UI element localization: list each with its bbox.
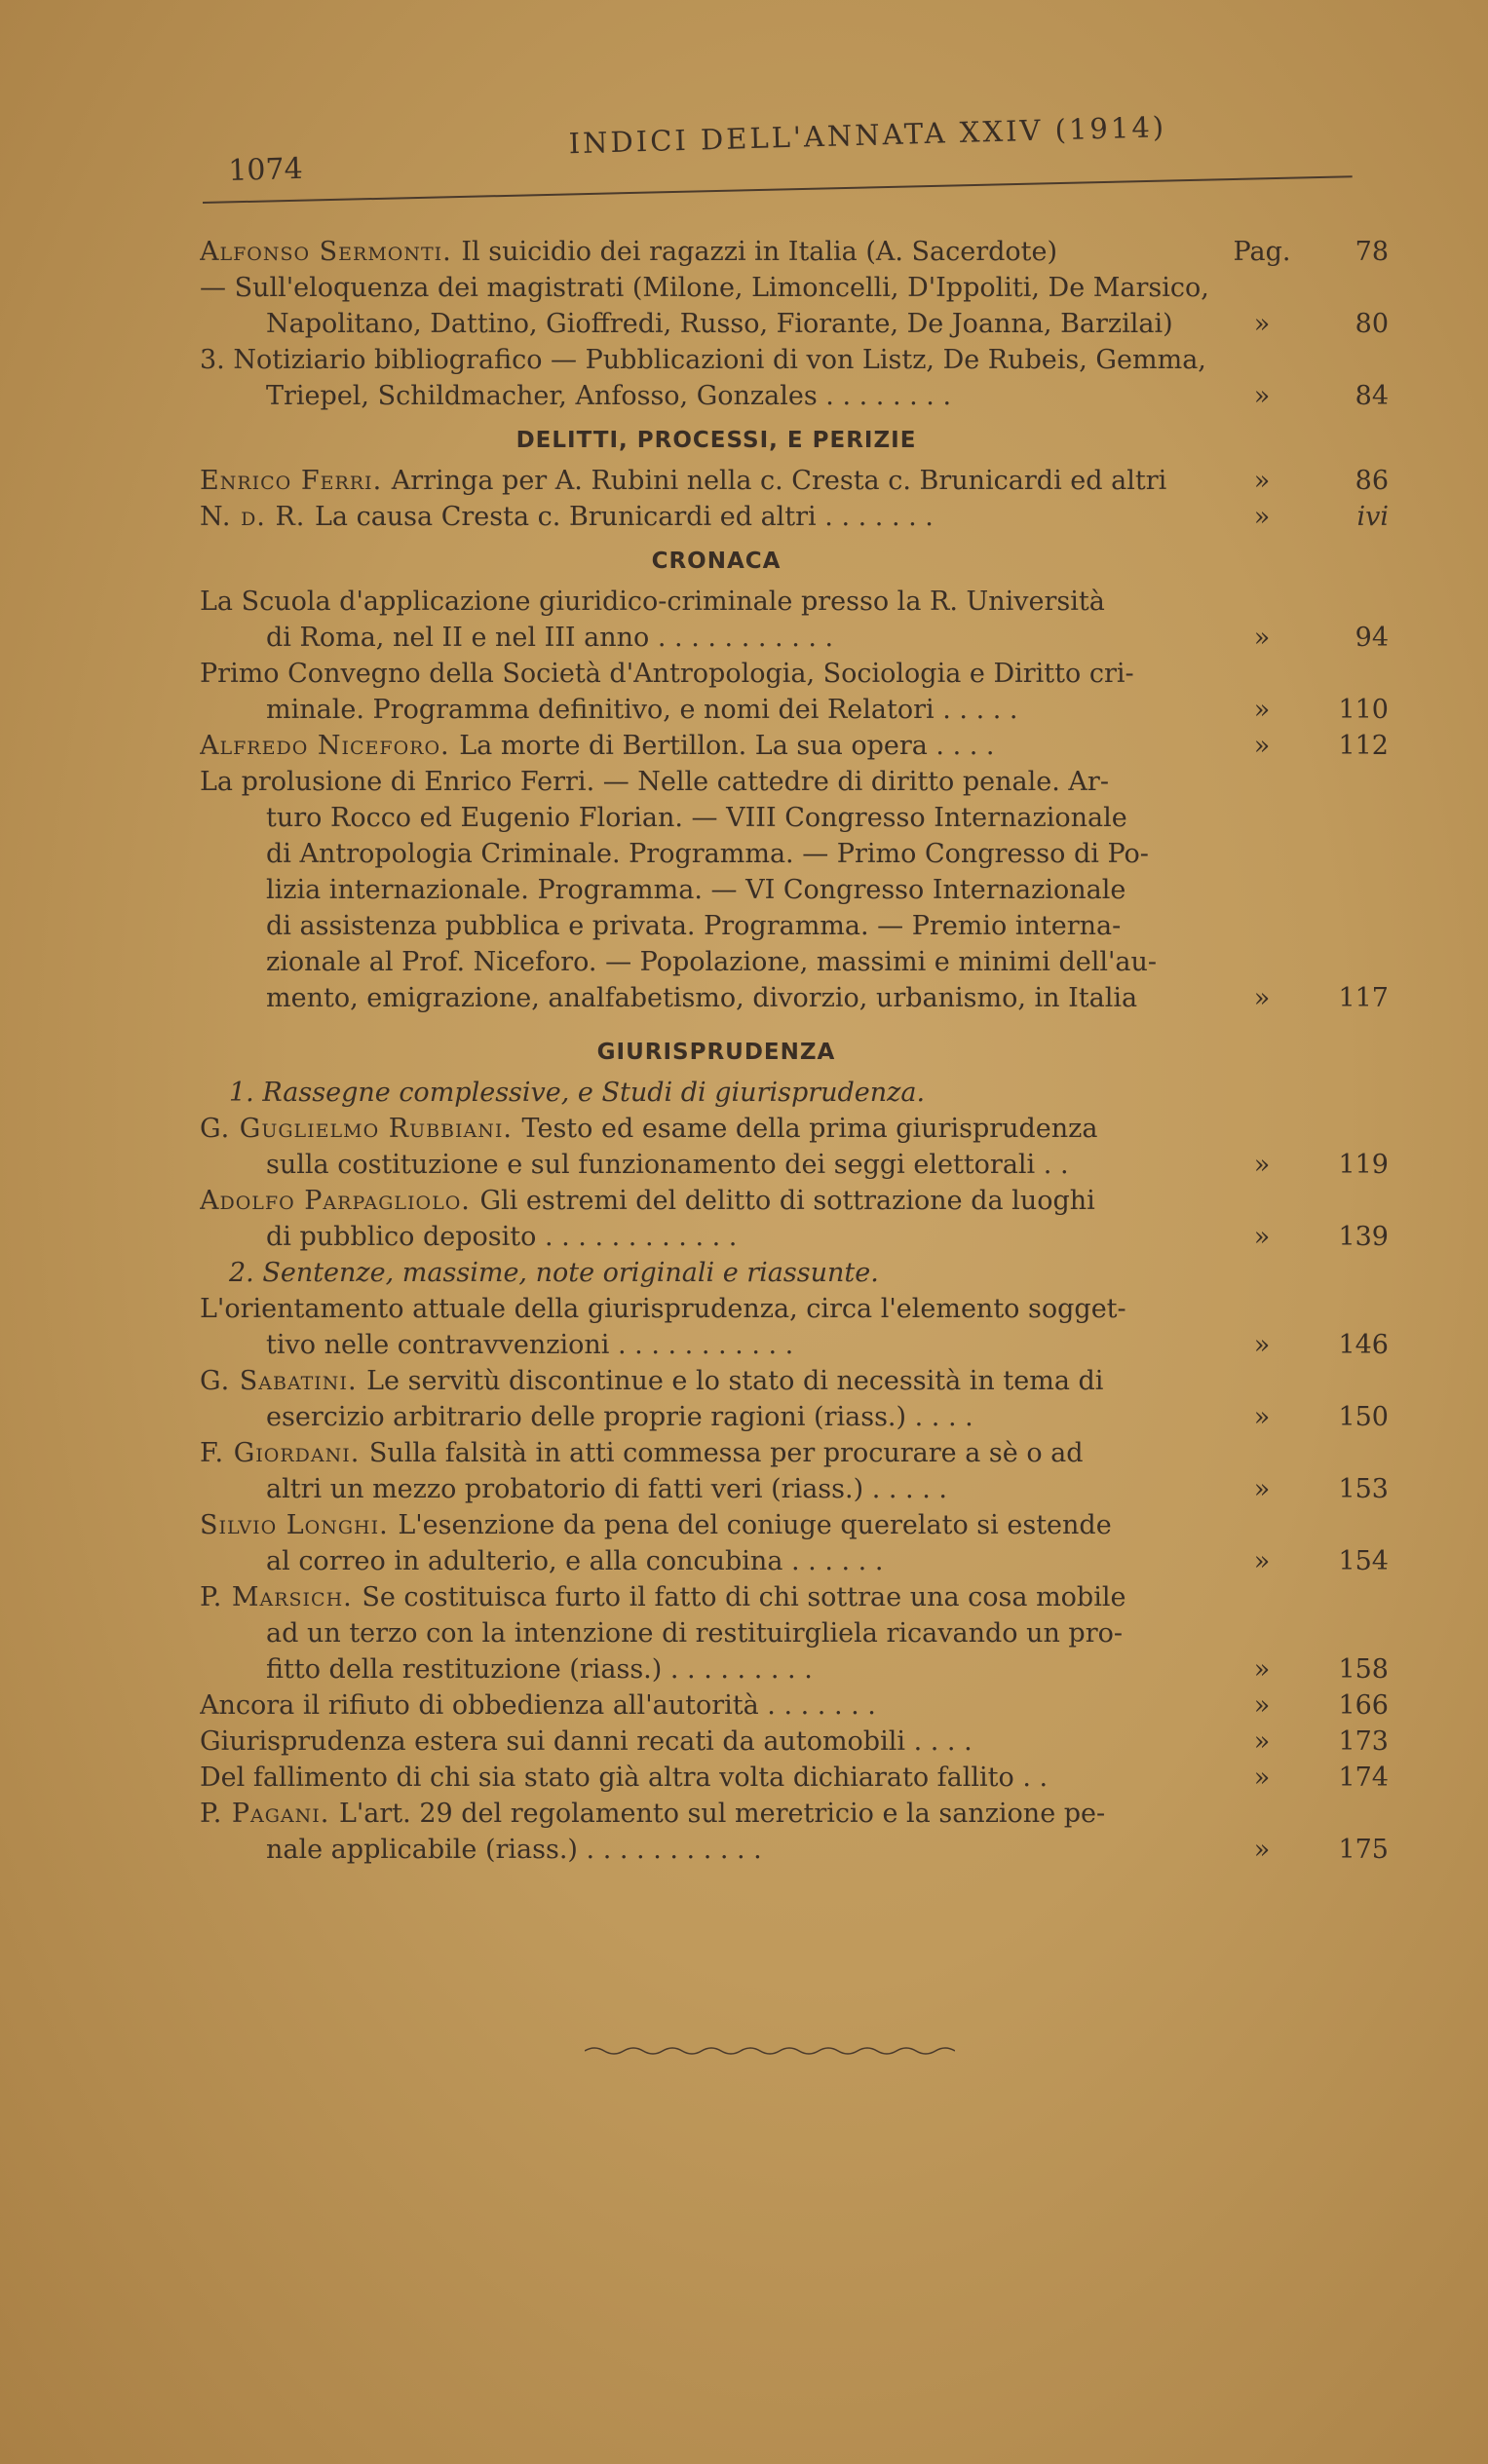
entries-giurisprudenza-1	[200, 1111, 1389, 1255]
entry-author: G. Sabatini.	[200, 1366, 367, 1396]
entry-line	[200, 1832, 1223, 1868]
index-content	[200, 234, 1389, 1868]
entry-title-text: esercizio arbitrario delle proprie ragioni (riass.) . . . .	[266, 1402, 973, 1432]
entry-author: F. Giordani.	[200, 1438, 369, 1468]
ditto-mark: »	[1253, 1330, 1271, 1360]
index-entry	[200, 764, 1389, 1016]
entry-title-text: turo Rocco ed Eugenio Florian. — VIII Congresso Internazionale	[266, 803, 1127, 833]
ditto-mark: »	[1253, 1474, 1271, 1504]
index-entry	[200, 342, 1389, 414]
entry-line	[200, 980, 1223, 1016]
entry-title-text: Primo Convegno della Società d'Antropologia, Sociologia e Diritto cri-	[200, 659, 1134, 689]
entry-line	[200, 1687, 1223, 1724]
ditto-mark: »	[1253, 695, 1271, 725]
entry-title-text: al correo in adulterio, e alla concubina . . . . . .	[266, 1546, 884, 1576]
ditto-mark: »	[1253, 1726, 1271, 1757]
entry-line	[200, 306, 1223, 342]
entry-page-ref	[1233, 620, 1389, 656]
entry-title-text: sulla costituzione e sul funzionamento dei seggi elettorali . .	[266, 1150, 1069, 1180]
page-number-ref: 146	[1338, 1330, 1389, 1360]
page-number-ref: 84	[1354, 381, 1389, 411]
entry-page-ref	[1233, 1471, 1389, 1507]
ditto-mark: »	[1253, 466, 1271, 496]
entry-title-text: Gli estremi del delitto di sottrazione da luoghi	[479, 1186, 1095, 1216]
page-number-ref: ivi	[1356, 502, 1389, 532]
entry-line	[200, 499, 1223, 535]
entry-page-ref	[1233, 728, 1389, 764]
entry-title-text: L'art. 29 del regolamento sul meretricio e la sanzione pe-	[338, 1799, 1106, 1829]
index-entry	[200, 270, 1389, 342]
entry-line	[200, 1615, 1223, 1651]
running-title: INDICI DELL'ANNATA XXIV (1914)	[568, 110, 1167, 161]
entry-title-text: Napolitano, Dattino, Gioffredi, Russo, Fiorante, De Joanna, Barzilai)	[266, 309, 1173, 339]
entry-title-text: Del fallimento di chi sia stato già altra volta dichiarato fallito . .	[200, 1763, 1049, 1793]
entry-title-text: Ancora il rifiuto di obbedienza all'autorità . . . . . . .	[200, 1690, 876, 1721]
page-number-ref: 139	[1338, 1222, 1389, 1252]
entry-title-text: fitto della restituzione (riass.) . . . . . . . . .	[266, 1654, 813, 1685]
entry-title-text: lizia internazionale. Programma. — VI Congresso Internazionale	[266, 875, 1126, 905]
entry-title-text: 3. Notiziario bibliografico — Pubblicazioni di von Listz, De Rubeis, Gemma,	[200, 345, 1206, 375]
entry-page-ref	[1233, 306, 1389, 342]
entries-giurisprudenza-2	[200, 1291, 1389, 1868]
entry-title-text: nale applicabile (riass.) . . . . . . . . . . .	[266, 1835, 762, 1865]
entries-delitti	[200, 463, 1389, 535]
entry-page-ref	[1233, 1543, 1389, 1579]
entry-title-text: altri un mezzo probatorio di fatti veri (riass.) . . . . .	[266, 1474, 947, 1504]
entry-line	[200, 1183, 1223, 1219]
entry-line	[200, 872, 1223, 908]
entry-line	[200, 620, 1223, 656]
entry-title-text: L'esenzione da pena del coniuge querelato si estende	[398, 1510, 1112, 1540]
entry-author: Enrico Ferri.	[200, 466, 392, 496]
entry-title-text: mento, emigrazione, analfabetismo, divorzio, urbanismo, in Italia	[266, 983, 1138, 1013]
entry-author: P. Marsich.	[200, 1582, 362, 1612]
entry-author: Silvio Longhi.	[200, 1510, 399, 1540]
index-entry	[200, 1579, 1389, 1687]
index-entry	[200, 1363, 1389, 1435]
entry-title-text: tivo nelle contravvenzioni . . . . . . . . . . .	[266, 1330, 794, 1360]
entry-title-text: Se costituisca furto il fatto di chi sottrae una cosa mobile	[362, 1582, 1126, 1612]
entry-line	[200, 378, 1223, 414]
entry-line	[200, 1471, 1223, 1507]
section-heading-delitti: DELITTI, PROCESSI, E PERIZIE	[515, 428, 917, 453]
entry-line	[200, 1291, 1223, 1327]
entry-line	[200, 234, 1223, 270]
entry-line	[200, 1147, 1223, 1183]
ditto-mark: »	[1253, 731, 1271, 761]
entry-line	[200, 728, 1223, 764]
entries-top	[200, 234, 1389, 414]
entry-page-ref	[1233, 1219, 1389, 1255]
entry-title-text: — Sull'eloquenza dei magistrati (Milone, Limoncelli, D'Ippoliti, De Marsico,	[200, 273, 1209, 303]
entry-line	[200, 1219, 1223, 1255]
ditto-mark: Pag.	[1233, 237, 1291, 267]
entry-line	[200, 656, 1223, 692]
entry-line	[200, 764, 1223, 800]
section-heading-cronaca: CRONACA	[651, 549, 782, 574]
entry-title-text: di Antropologia Criminale. Programma. — Primo Congresso di Po-	[266, 839, 1149, 869]
entries-cronaca	[200, 584, 1389, 1016]
page-number-ref: 119	[1338, 1150, 1389, 1180]
index-entry	[200, 728, 1389, 764]
index-entry	[200, 584, 1389, 656]
index-entry	[200, 1291, 1389, 1363]
index-entry	[200, 1435, 1389, 1507]
ditto-mark: »	[1253, 1835, 1271, 1865]
entry-title-text: di assistenza pubblica e privata. Programma. — Premio interna-	[266, 911, 1122, 941]
page-number-ref: 150	[1338, 1402, 1389, 1432]
index-entry	[200, 1183, 1389, 1255]
page-number-ref: 173	[1338, 1726, 1389, 1757]
page-number-ref: 78	[1354, 237, 1389, 267]
entry-author: Adolfo Parpagliolo.	[200, 1186, 480, 1216]
subsection-heading-1: 1. Rassegne complessive, e Studi di giurisprudenza.	[229, 1078, 926, 1108]
entry-author: Alfonso Sermonti.	[200, 237, 462, 267]
entry-page-ref	[1233, 1651, 1389, 1687]
index-entry	[200, 1507, 1389, 1579]
entry-title-text: Il suicidio dei ragazzi in Italia (A. Sacerdote)	[461, 237, 1058, 267]
entry-title-text: Giurisprudenza estera sui danni recati da automobili . . . .	[200, 1726, 973, 1757]
entry-title-text: La causa Cresta c. Brunicardi ed altri . . . . . . .	[314, 502, 934, 532]
index-entry	[200, 1796, 1389, 1868]
entry-page-ref	[1233, 1687, 1389, 1724]
entry-author: P. Pagani.	[200, 1799, 339, 1829]
entry-line	[200, 584, 1223, 620]
index-entry	[200, 1760, 1389, 1796]
index-entry	[200, 499, 1389, 535]
ditto-mark: »	[1253, 1402, 1271, 1432]
ditto-mark: »	[1253, 309, 1271, 339]
page-number-ref: 153	[1338, 1474, 1389, 1504]
entry-line	[200, 1327, 1223, 1363]
page-number-ref: 154	[1338, 1546, 1389, 1576]
index-entry	[200, 656, 1389, 728]
index-entry	[200, 1111, 1389, 1183]
page-number: 1074	[227, 151, 304, 189]
entry-line	[200, 463, 1223, 499]
ditto-mark: »	[1253, 1654, 1271, 1685]
entry-title-text: zionale al Prof. Niceforo. — Popolazione, massimi e minimi dell'au-	[266, 947, 1158, 977]
entry-title-text: di Roma, nel II e nel III anno . . . . . . . . . . .	[266, 623, 834, 653]
entry-page-ref	[1233, 1760, 1389, 1796]
entry-line	[200, 1724, 1223, 1760]
ditto-mark: »	[1253, 1546, 1271, 1576]
entry-line	[200, 800, 1223, 836]
entry-title-text: L'orientamento attuale della giurisprudenza, circa l'elemento sogget-	[200, 1294, 1126, 1324]
entry-line	[200, 1579, 1223, 1615]
entry-page-ref	[1233, 499, 1389, 535]
page-number-ref: 86	[1354, 466, 1389, 496]
page-number-ref: 117	[1338, 983, 1389, 1013]
entry-line	[200, 944, 1223, 980]
ditto-mark: »	[1253, 1222, 1271, 1252]
entry-page-ref	[1233, 463, 1389, 499]
ditto-mark: »	[1253, 1763, 1271, 1793]
index-entry	[200, 1687, 1389, 1724]
entry-page-ref	[1233, 1327, 1389, 1363]
ditto-mark: »	[1253, 381, 1271, 411]
entry-line	[200, 1435, 1223, 1471]
page-number-ref: 112	[1338, 731, 1389, 761]
entry-title-text: Triepel, Schildmacher, Anfosso, Gonzales . . . . . . . .	[266, 381, 952, 411]
entry-line	[200, 1111, 1223, 1147]
entry-line	[200, 342, 1223, 378]
page-number-ref: 80	[1354, 309, 1389, 339]
page-number-ref: 158	[1338, 1654, 1389, 1685]
index-entry	[200, 463, 1389, 499]
entry-line	[200, 1399, 1223, 1435]
entry-page-ref	[1233, 980, 1389, 1016]
entry-line	[200, 836, 1223, 872]
page-number-ref: 174	[1338, 1763, 1389, 1793]
section-heading-giurisprudenza: GIURISPRUDENZA	[596, 1040, 836, 1065]
ditto-mark: »	[1253, 983, 1271, 1013]
entry-page-ref	[1233, 378, 1389, 414]
entry-page-ref	[1233, 1832, 1389, 1868]
entry-line	[200, 270, 1223, 306]
ditto-mark: »	[1253, 502, 1271, 532]
entry-title-text: Le servitù discontinue e lo stato di necessità in tema di	[366, 1366, 1104, 1396]
entry-title-text: La Scuola d'applicazione giuridico-criminale presso la R. Università	[200, 587, 1105, 617]
ditto-mark: »	[1253, 623, 1271, 653]
ditto-mark: »	[1253, 1150, 1271, 1180]
entry-page-ref	[1233, 1724, 1389, 1760]
entry-line	[200, 1507, 1223, 1543]
entry-title-text: Sulla falsità in atti commessa per procurare a sè o ad	[368, 1438, 1084, 1468]
entry-title-text: La morte di Bertillon. La sua opera . . . .	[459, 731, 995, 761]
entry-title-text: Testo ed esame della prima giurisprudenza	[521, 1114, 1098, 1144]
page-number-ref: 110	[1338, 695, 1389, 725]
entry-line	[200, 692, 1223, 728]
entry-page-ref	[1233, 692, 1389, 728]
entry-line	[200, 908, 1223, 944]
subsection-heading-2: 2. Sentenze, massime, note originali e riassunte.	[229, 1258, 879, 1288]
entry-title-text: ad un terzo con la intenzione di restituirgliela ricavando un pro-	[266, 1618, 1124, 1649]
ornament-divider	[585, 2041, 955, 2061]
entry-title-text: La prolusione di Enrico Ferri. — Nelle cattedre di diritto penale. Ar-	[200, 767, 1109, 797]
entry-page-ref	[1233, 234, 1389, 270]
entry-page-ref	[1233, 1147, 1389, 1183]
entry-line	[200, 1543, 1223, 1579]
entry-line	[200, 1796, 1223, 1832]
page-number-ref: 94	[1354, 623, 1389, 653]
entry-author: G. Guglielmo Rubbiani.	[200, 1114, 522, 1144]
entry-title-text: di pubblico deposito . . . . . . . . . . . .	[266, 1222, 738, 1252]
index-entry	[200, 1724, 1389, 1760]
entry-line	[200, 1651, 1223, 1687]
entry-line	[200, 1363, 1223, 1399]
entry-line	[200, 1760, 1223, 1796]
entry-page-ref	[1233, 1399, 1389, 1435]
entry-author: N. d. R.	[200, 502, 315, 532]
page-number-ref: 166	[1338, 1690, 1389, 1721]
entry-author: Alfredo Niceforo.	[200, 731, 460, 761]
ditto-mark: »	[1253, 1690, 1271, 1721]
index-entry	[200, 234, 1389, 270]
page-number-ref: 175	[1338, 1835, 1389, 1865]
page-header	[227, 104, 1397, 195]
entry-title-text: Arringa per A. Rubini nella c. Cresta c. Brunicardi ed altri	[391, 466, 1167, 496]
entry-title-text: minale. Programma definitivo, e nomi dei Relatori . . . . .	[266, 695, 1018, 725]
